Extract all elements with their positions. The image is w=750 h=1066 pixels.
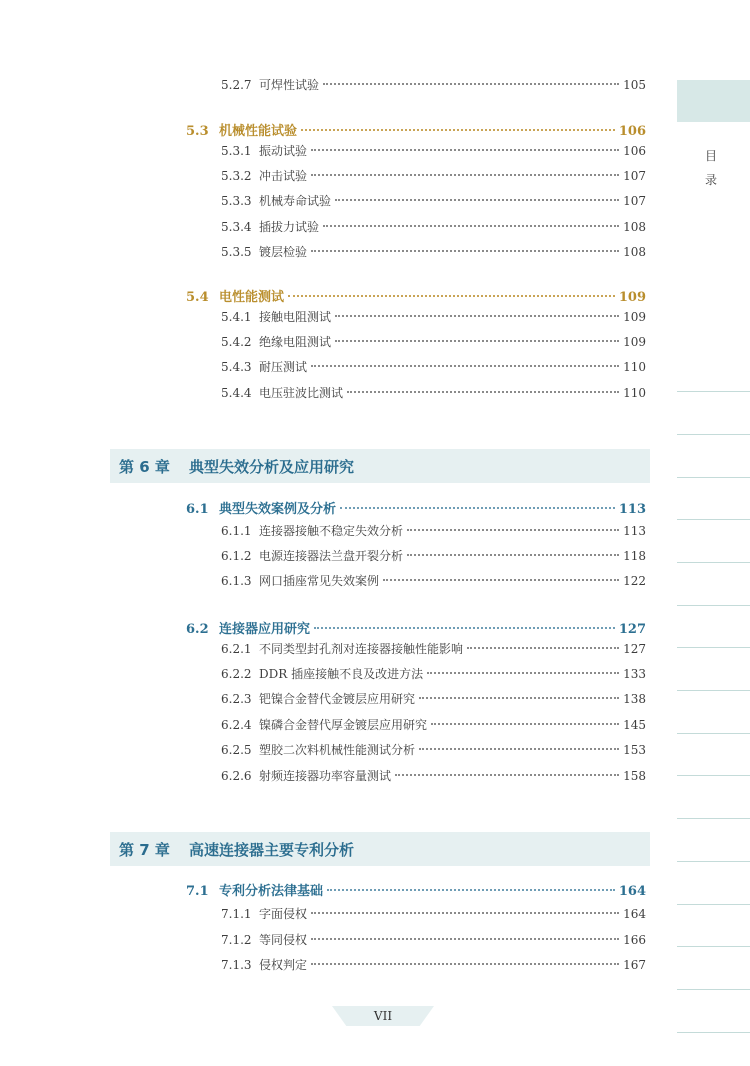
dot-leader [327,889,615,891]
dot-leader [419,697,619,699]
entry-number: 5.4.1 [221,310,252,324]
dot-leader [311,912,619,914]
entry-title: 电压驻波比测试 [259,386,344,400]
dot-leader [323,225,619,227]
entry-page: 108 [623,245,646,259]
entry-page: 127 [623,642,646,656]
dot-leader [311,149,619,151]
dot-leader [335,315,619,317]
chapter-number: 第 6 章 [119,457,170,476]
side-rule [677,519,750,520]
toc-section-entry[interactable] [0,880,750,900]
side-rule [677,861,750,862]
entry-title: 钯镍合金替代金镀层应用研究 [259,692,416,706]
toc-subsection-entry[interactable] [0,741,750,761]
dot-leader [335,199,619,201]
entry-number: 6.2.5 [221,743,252,757]
entry-number: 6.1.3 [221,574,252,588]
side-rule [677,477,750,478]
toc-subsection-entry[interactable] [0,218,750,238]
entry-title: 字面侵权 [259,907,308,921]
dot-leader [288,295,615,297]
entry-number: 6.2 [186,622,209,637]
toc-subsection-entry[interactable] [0,384,750,404]
toc-section-entry[interactable] [0,498,750,518]
side-rule [677,989,750,990]
dot-leader [395,774,619,776]
entry-number: 5.3.2 [221,169,252,183]
entry-number: 6.1.1 [221,524,252,538]
entry-title: 射频连接器功率容量测试 [259,769,392,783]
entry-title: 振动试验 [259,144,308,158]
entry-page: 110 [623,386,646,400]
toc-subsection-entry[interactable] [0,547,750,567]
entry-title: 电性能测试 [219,290,285,305]
entry-number: 5.4.3 [221,360,252,374]
toc-subsection-entry[interactable] [0,243,750,263]
entry-title: 连接器接触不稳定失效分析 [259,524,404,538]
dot-leader [427,672,619,674]
entry-page: 107 [623,194,646,208]
entry-title: 可焊性试验 [259,78,320,92]
page-number: VII [373,1009,393,1023]
toc-subsection-entry[interactable] [0,522,750,542]
entry-title: 电源连接器法兰盘开裂分析 [259,549,404,563]
entry-page: 110 [623,360,646,374]
dot-leader [311,365,619,367]
toc-subsection-entry[interactable] [0,665,750,685]
entry-page: 108 [623,220,646,234]
dot-leader [467,647,619,649]
side-label: 目录 [704,149,717,187]
entry-number: 5.2.7 [221,78,252,92]
toc-subsection-entry[interactable] [0,905,750,925]
entry-title: 不同类型封孔剂对连接器接触性能影响 [259,642,464,656]
entry-page: 133 [623,667,646,681]
dot-leader [407,554,619,556]
dot-leader [311,938,619,940]
dot-leader [301,129,615,131]
entry-title: DDR 插座接触不良及改进方法 [259,667,424,681]
entry-number: 7.1 [186,884,209,899]
dot-leader [311,963,619,965]
entry-page: 109 [623,310,646,324]
entry-number: 5.3.4 [221,220,252,234]
toc-subsection-entry[interactable] [0,142,750,162]
toc-subsection-entry[interactable] [0,640,750,660]
entry-title: 机械性能试验 [219,124,298,139]
chapter-heading[interactable] [110,832,650,866]
entry-page: 127 [618,622,646,637]
entry-page: 113 [618,502,646,517]
entry-number: 6.2.4 [221,718,252,732]
entry-title: 等同侵权 [259,933,308,947]
entry-page: 138 [623,692,646,706]
dot-leader [335,340,619,342]
dot-leader [314,627,615,629]
dot-leader [419,748,619,750]
chapter-title: 典型失效分析及应用研究 [189,457,355,476]
entry-page: 166 [623,933,646,947]
entry-number: 5.3.5 [221,245,252,259]
entry-page: 109 [623,335,646,349]
side-rule [677,605,750,606]
entry-page: 106 [623,144,646,158]
toc-section-entry[interactable] [0,618,750,638]
entry-page: 164 [623,907,646,921]
entry-page: 122 [623,574,646,588]
entry-page: 107 [623,169,646,183]
entry-page: 105 [623,78,646,92]
entry-title: 镍磷合金替代厚金镀层应用研究 [259,718,428,732]
dot-leader [311,174,619,176]
entry-title: 侵权判定 [259,958,308,972]
entry-number: 5.4.2 [221,335,252,349]
toc-subsection-entry[interactable] [0,308,750,328]
entry-title: 典型失效案例及分析 [219,502,337,517]
entry-number: 6.1 [186,502,209,517]
dot-leader [383,579,619,581]
dot-leader [407,529,619,531]
entry-title: 接触电阻测试 [259,310,332,324]
dot-leader [431,723,619,725]
toc-subsection-entry[interactable] [0,931,750,951]
entry-page: 113 [623,524,646,538]
side-rule [677,434,750,435]
entry-number: 5.3 [186,124,209,139]
entry-number: 5.4.4 [221,386,252,400]
entry-title: 机械寿命试验 [259,194,332,208]
entry-page: 145 [623,718,646,732]
entry-number: 6.2.1 [221,642,252,656]
entry-number: 6.2.6 [221,769,252,783]
entry-title: 塑胶二次料机械性能测试分析 [259,743,416,757]
entry-page: 153 [623,743,646,757]
entry-page: 164 [618,884,646,899]
toc-subsection-entry[interactable] [0,167,750,187]
side-rule [677,1032,750,1033]
entry-number: 5.4 [186,290,209,305]
dot-leader [311,250,619,252]
chapter-title: 高速连接器主要专利分析 [189,840,355,859]
entry-number: 6.2.3 [221,692,252,706]
entry-title: 网口插座常见失效案例 [259,574,380,588]
entry-page: 167 [623,958,646,972]
chapter-number: 第 7 章 [119,840,170,859]
entry-page: 106 [618,124,646,139]
toc-subsection-entry[interactable] [0,956,750,976]
entry-title: 冲击试验 [259,169,308,183]
toc-subsection-entry[interactable] [0,767,750,787]
entry-page: 109 [618,290,646,305]
entry-title: 镀层检验 [259,245,308,259]
toc-subsection-entry[interactable] [0,76,750,96]
entry-page: 118 [623,549,646,563]
toc-subsection-entry[interactable] [0,358,750,378]
chapter-heading[interactable] [110,449,650,483]
entry-number: 7.1.2 [221,933,252,947]
entry-title: 专利分析法律基础 [219,884,324,899]
entry-number: 7.1.3 [221,958,252,972]
entry-number: 7.1.1 [221,907,252,921]
entry-number: 6.1.2 [221,549,252,563]
toc-subsection-entry[interactable] [0,716,750,736]
toc-subsection-entry[interactable] [0,572,750,592]
dot-leader [340,507,615,509]
entry-page: 158 [623,769,646,783]
toc-subsection-entry[interactable] [0,690,750,710]
toc-section-entry[interactable] [0,120,750,140]
toc-subsection-entry[interactable] [0,333,750,353]
toc-section-entry[interactable] [0,286,750,306]
entry-number: 5.3.1 [221,144,252,158]
entry-title: 绝缘电阻测试 [259,335,332,349]
entry-number: 5.3.3 [221,194,252,208]
entry-title: 插拔力试验 [259,220,320,234]
toc-subsection-entry[interactable] [0,192,750,212]
entry-number: 6.2.2 [221,667,252,681]
entry-title: 连接器应用研究 [219,622,311,637]
side-rule [677,818,750,819]
dot-leader [347,391,619,393]
dot-leader [323,83,619,85]
entry-title: 耐压测试 [259,360,308,374]
